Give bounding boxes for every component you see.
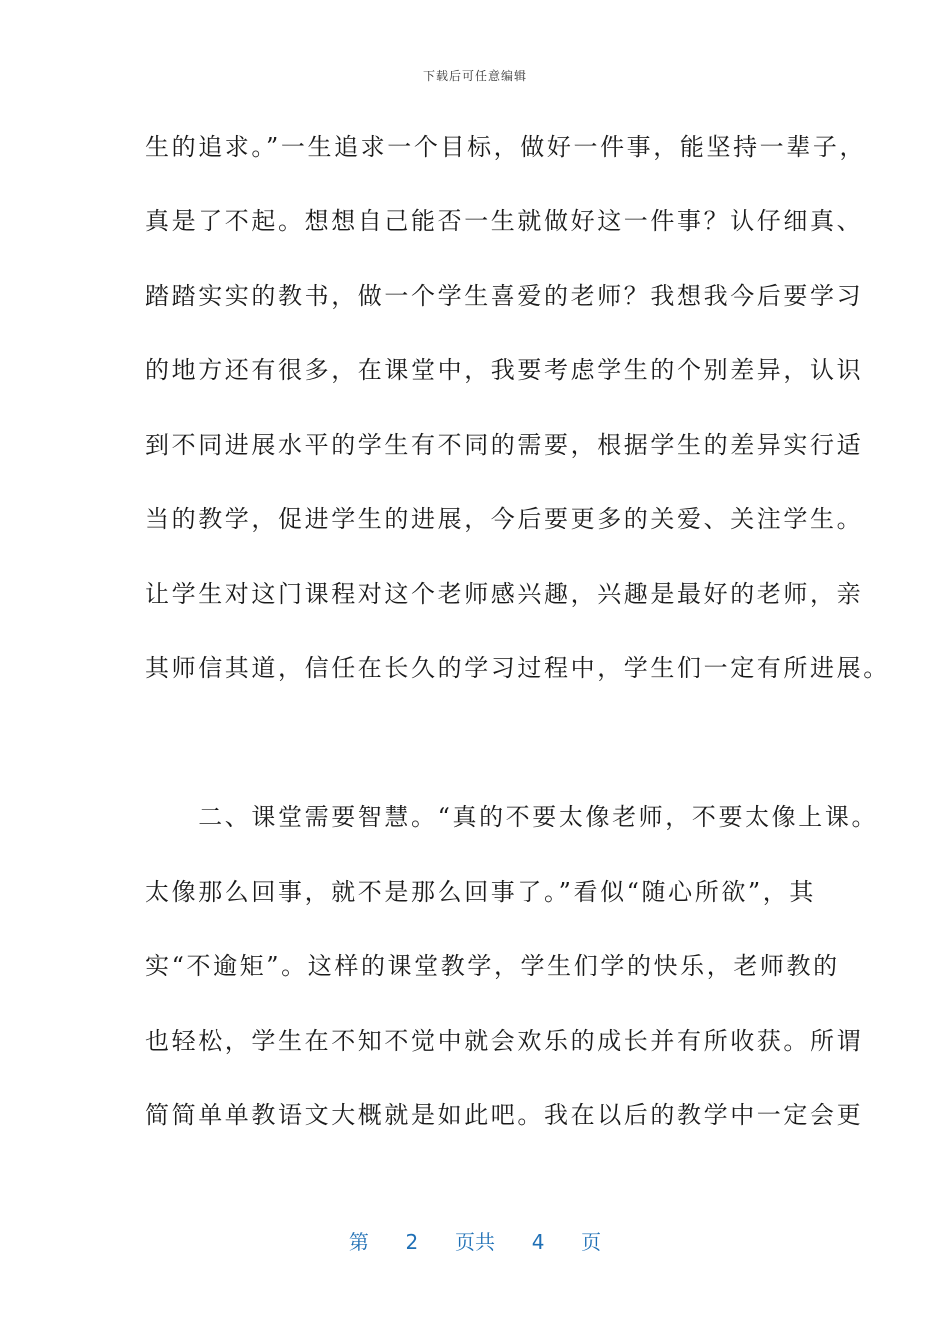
page-middle: 页共 xyxy=(455,1230,495,1254)
body-line: 到不同进展水平的学生有不同的需要，根据学生的差异实行适 xyxy=(145,431,864,459)
body-line: 让学生对这门课程对这个老师感兴趣，兴趣是最好的老师，亲 xyxy=(145,580,864,608)
body-line: 真是了不起。想想自己能否一生就做好这一件事？认仔细真、 xyxy=(145,207,864,235)
body-line: 踏踏实实的教书，做一个学生喜爱的老师？我想我今后要学习 xyxy=(145,282,864,310)
page-suffix: 页 xyxy=(581,1230,602,1254)
page-current: 2 xyxy=(405,1230,419,1254)
body-line: 生的追求。”一生追求一个目标，做好一件事，能坚持一辈子， xyxy=(145,133,867,161)
page-footer xyxy=(0,1226,950,1255)
body-line: 实“不逾矩”。这样的课堂教学，学生们学的快乐，老师教的 xyxy=(145,952,840,980)
body-line: 的地方还有很多，在课堂中，我要考虑学生的个别差异，认识 xyxy=(145,356,864,384)
body-line: 也轻松，学生在不知不觉中就会欢乐的成长并有所收获。所谓 xyxy=(145,1027,864,1055)
body-line: 当的教学，促进学生的进展，今后要更多的关爱、关注学生。 xyxy=(145,505,864,533)
page-prefix: 第 xyxy=(348,1230,369,1254)
body-line: 简简单单教语文大概就是如此吧。我在以后的教学中一定会更 xyxy=(145,1101,864,1129)
header-note: 下载后可任意编辑 xyxy=(422,69,527,83)
body-line: 太像那么回事，就不是那么回事了。”看似“随心所欲”，其 xyxy=(145,878,817,906)
body-line: 二、课堂需要智慧。“真的不要太像老师，不要太像上课。 xyxy=(145,803,879,831)
page-total: 4 xyxy=(531,1230,545,1254)
body-line: 其师信其道，信任在长久的学习过程中，学生们一定有所进展。 xyxy=(145,654,890,682)
